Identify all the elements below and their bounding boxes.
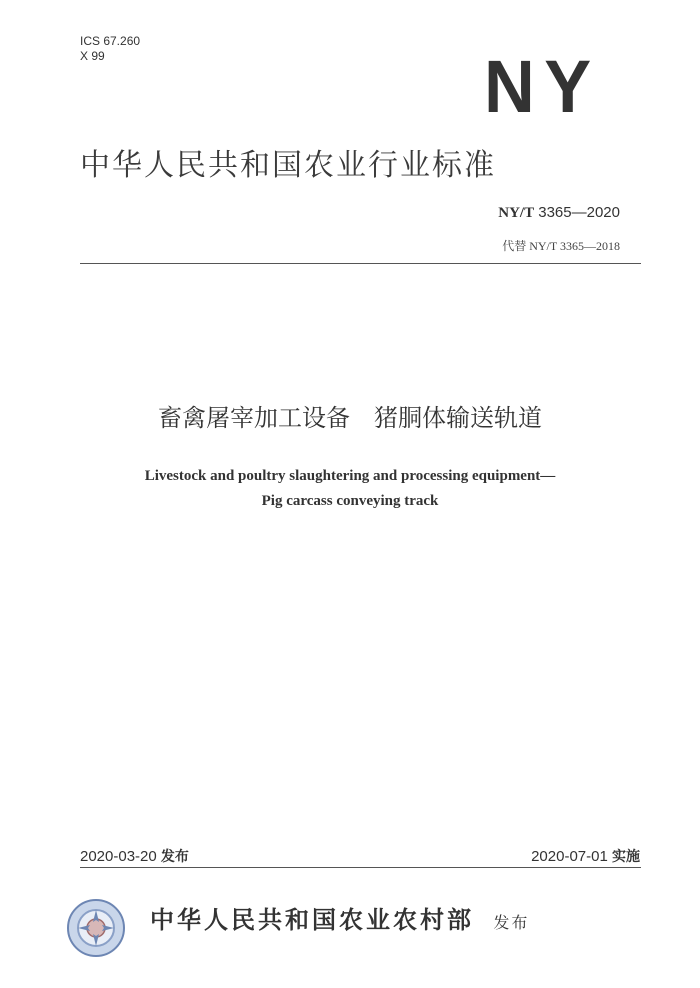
issuer-name: 中华人民共和国农业农村部 <box>150 905 474 934</box>
footer-divider <box>80 867 641 868</box>
effective-label: 实施 <box>612 849 640 865</box>
document-title-en <box>0 464 700 514</box>
document-title-en-line2: Pig carcass conveying track <box>261 493 439 509</box>
effective-date: 2020-07-01 <box>531 848 608 865</box>
ministry-emblem-icon <box>66 898 126 958</box>
ny-logo: NY <box>484 45 601 128</box>
ics-code: ICS 67.260 <box>80 34 141 48</box>
standard-title: 中华人民共和国农业行业标准 <box>80 148 496 183</box>
ics-code-block <box>80 34 140 64</box>
issuer-label: 发布 <box>493 913 530 932</box>
issue-label: 发布 <box>160 849 189 865</box>
standard-number <box>498 204 620 222</box>
document-title-en-line1: Livestock and poultry slaughtering and processing equipment— <box>144 468 556 484</box>
standard-number-prefix: NY/T <box>498 205 535 221</box>
effective-date-block <box>531 846 640 866</box>
issuer-block <box>150 900 529 935</box>
document-title-cn: 畜禽屠宰加工设备 猪胴体输送轨道 <box>158 404 542 432</box>
header-divider <box>80 263 641 264</box>
issue-date-block <box>80 846 189 866</box>
standard-number-value: 3365—2020 <box>538 204 620 221</box>
issue-date: 2020-03-20 <box>80 848 157 865</box>
replaces-note: 代替 NY/T 3365—2018 <box>502 239 620 253</box>
category-code: X 99 <box>80 49 105 63</box>
